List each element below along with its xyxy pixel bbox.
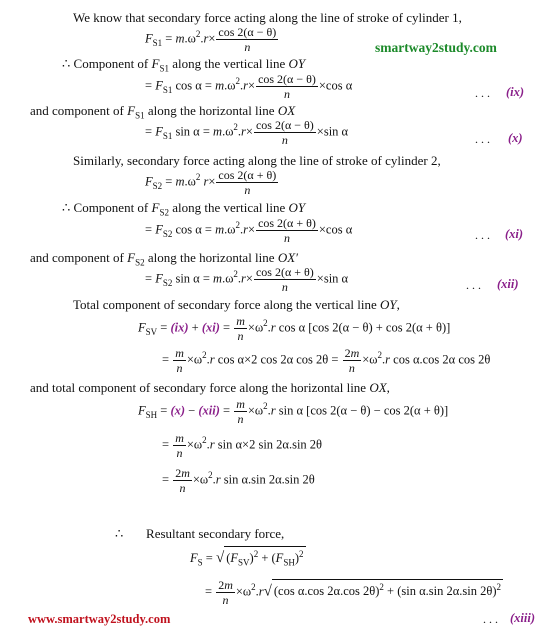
intro-line-2: Similarly, secondary force acting along the line of stroke of cylinder 2, [73, 153, 441, 168]
dots-x: . . . [475, 132, 490, 146]
total-h-line: and total component of secondary force along the horizontal line OX, [30, 380, 390, 395]
equation-fsv-1: $F_{SV} = (ix) + (xi)$ = $\frac{m}{n}$ $\times\omega^2.r$ cos α [cos 2(α − θ) + cos 2(α + θ)] [138, 314, 451, 343]
resultant-line: ∴ Resultant secondary force, [115, 526, 285, 541]
equation-xi: = $F_{S2}$ $\cos \alpha = m.\omega^2.r\times$ $\frac{\cos 2(\alpha + \theta)}{n}$ ×cos α [145, 216, 353, 245]
tag-xiii: (xiii) [510, 611, 535, 625]
dots-xii: . . . [466, 278, 481, 292]
component-v1-line: ∴ Component of $F_{S1}$ along the vertical line OY [62, 56, 306, 74]
equation-xii: = $F_{S2}$ $\sin \alpha = m.\omega^2.r\times$ $\frac{\cos 2(\alpha + \theta)}{n}$ ×sin α [145, 265, 349, 294]
equation-fs-final: = $\frac{2m}{n}$ $\times\omega^2.r√$ (cos α.cos 2α.cos 2θ)$^2$ + (sin α.sin 2α.sin 2θ)$^2$ [205, 578, 502, 607]
equation-fsh-3: = $\frac{2m}{n}$ $\times\omega^2.r$ sin α.sin 2α.sin 2θ [162, 466, 315, 495]
dots-xiii: . . . [483, 612, 498, 626]
equation-fsh-2: = $\frac{m}{n}$ $\times\omega^2.r$ sin α×2 sin 2α.sin 2θ [162, 431, 323, 460]
component-h2-line: and component of $F_{S2}$ along the horizontal line OX′ [30, 250, 298, 268]
equation-x: = $F_{S1}$ $\sin \alpha = m.\omega^2.r\times$ $\frac{\cos 2(\alpha - \theta)}{n}$ ×sin α [145, 118, 349, 147]
component-h1-line: and component of $F_{S1}$ along the horizontal line OX [30, 103, 296, 121]
site-brand-bottom[interactable]: www.smartway2study.com [28, 612, 171, 626]
tag-ix: (ix) [506, 85, 525, 99]
tag-x: (x) [508, 131, 523, 145]
site-brand-top[interactable]: smartway2study.com [375, 40, 497, 55]
dots-xi: . . . [475, 228, 490, 242]
equation-fs2: $F_{S2} = m.\omega^2$ r× $\frac{\cos 2(\alpha + \theta)}{n}$ [145, 168, 277, 197]
equation-fsv-2: = $\frac{m}{n}$ $\times\omega^2.r$ cos α×2 cos 2α cos 2θ = $\frac{2m}{n}$ $\times\omega^2.r$ cos α.cos 2α cos 2θ [162, 346, 491, 375]
component-v2-line: ∴ Component of $F_{S2}$ along the vertical line OY [62, 200, 306, 218]
equation-fs1: $F_{S1} = m.\omega^2.r\times$ $\frac{\cos 2(\alpha - \theta)}{n}$ [145, 25, 277, 54]
intro-line-1: We know that secondary force acting along the line of stroke of cylinder 1, [73, 10, 462, 25]
tag-xi: (xi) [505, 227, 524, 241]
dots-ix: . . . [475, 86, 490, 100]
equation-fs: $F_S$ = √ $(F_{SV})^2 + (F_{SH})^2$ [190, 546, 306, 571]
total-v-line: Total component of secondary force along the vertical line OY, [73, 297, 400, 312]
tag-xii: (xii) [497, 277, 519, 291]
equation-ix: = $F_{S1}$ $\cos \alpha = m.\omega^2.r\times$ $\frac{\cos 2(\alpha - \theta)}{n}$ ×cos α [145, 72, 353, 101]
equation-fsh-1: $F_{SH} = (x) - (xii)$ = $\frac{m}{n}$ $\times\omega^2.r$ sin α [cos 2(α − θ) − cos 2(α + θ)] [138, 397, 449, 426]
